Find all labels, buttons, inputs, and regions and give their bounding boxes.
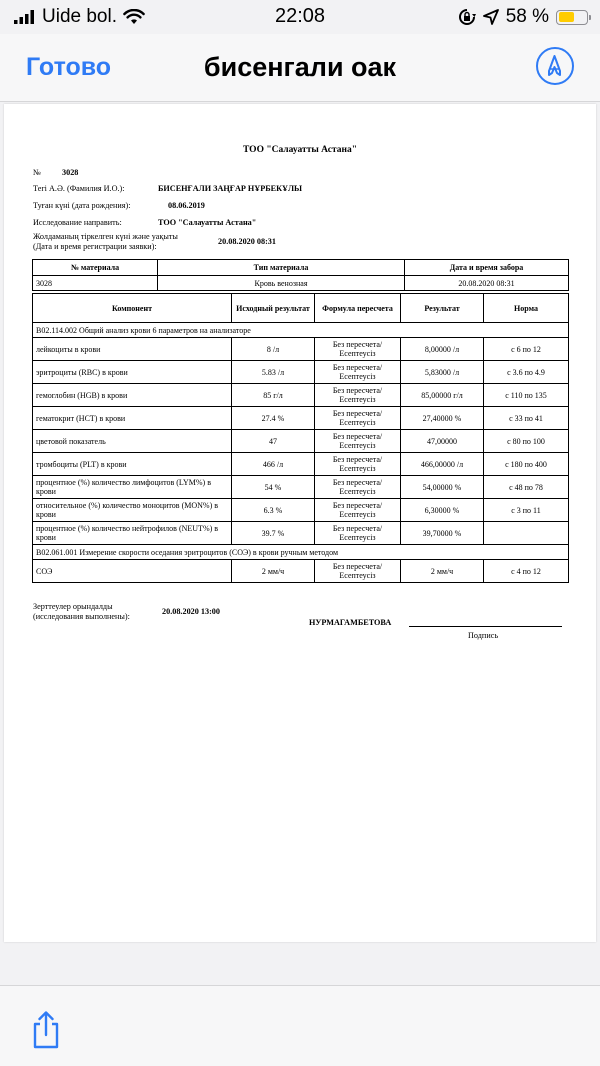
- completed-label-kz: Зерттеулер орындалды: [33, 602, 113, 611]
- formula: Без пересчета/ Есептеусіз: [315, 384, 401, 407]
- table-row: [33, 407, 569, 430]
- norm: с 3.6 по 4.9: [484, 361, 569, 384]
- formula: Без пересчета/ Есептеусіз: [315, 560, 401, 583]
- table-row: [33, 384, 569, 407]
- status-bar: [0, 0, 600, 34]
- initial-result: 6.3 %: [232, 499, 315, 522]
- material-row: [33, 276, 569, 291]
- result: 85,00000 г/л: [401, 384, 484, 407]
- initial-result: 2 мм/ч: [232, 560, 315, 583]
- component-name: относительное (%) количество моноцитов (MON%) в крови: [33, 499, 232, 522]
- navigation-bar: [0, 34, 600, 102]
- initial-result: 27.4 %: [232, 407, 315, 430]
- battery-percent: 58 %: [505, 6, 549, 27]
- markup-button[interactable]: [536, 47, 574, 85]
- results-header-row: [33, 294, 569, 323]
- formula: Без пересчета/ Есептеусіз: [315, 476, 401, 499]
- material-header-date: Дата и время забора: [405, 260, 569, 276]
- header-initial-result: Исходный результат: [232, 294, 315, 323]
- material-type: Кровь венозная: [158, 276, 405, 291]
- initial-result: 85 г/л: [232, 384, 315, 407]
- norm: с 110 по 135: [484, 384, 569, 407]
- registration-label-ru: (Дата и время регистрации заявки):: [33, 242, 157, 251]
- table-row: [33, 499, 569, 522]
- section-row: [33, 323, 569, 338]
- component-name: гемоглобин (HGB) в крови: [33, 384, 232, 407]
- initial-result: 5.83 /л: [232, 361, 315, 384]
- results-table: [32, 293, 569, 583]
- component-name: процентное (%) количество лимфоцитов (LYM%) в крови: [33, 476, 232, 499]
- sent-value: ТОО "Салауатты Астана": [158, 218, 257, 227]
- sent-label: Исследование направить:: [33, 218, 122, 227]
- result: 6,30000 %: [401, 499, 484, 522]
- name-label: Тегі А.Ә. (Фамилия И.О.):: [33, 184, 125, 193]
- norm: с 3 по 11: [484, 499, 569, 522]
- initial-result: 466 /л: [232, 453, 315, 476]
- material-header-number: № материала: [33, 260, 158, 276]
- formula: Без пересчета/ Есептеусіз: [315, 430, 401, 453]
- markup-icon: [538, 49, 571, 82]
- component-name: лейкоциты в крови: [33, 338, 232, 361]
- component-name: цветовой показатель: [33, 430, 232, 453]
- dob-value: 08.06.2019: [168, 201, 205, 210]
- norm: с 4 по 12: [484, 560, 569, 583]
- table-row: [33, 522, 569, 545]
- header-formula: Формула пересчета: [315, 294, 401, 323]
- table-row: [33, 361, 569, 384]
- bottom-toolbar: [0, 985, 600, 1066]
- table-row: [33, 560, 569, 583]
- table-row: [33, 476, 569, 499]
- registration-datetime: 20.08.2020 08:31: [218, 237, 276, 246]
- result: 2 мм/ч: [401, 560, 484, 583]
- signature-caption: Подпись: [468, 631, 499, 640]
- table-row: [33, 453, 569, 476]
- component-name: гематокрит (HCT) в крови: [33, 407, 232, 430]
- dob-label: Туған күні (дата рождения):: [33, 201, 131, 210]
- formula: Без пересчета/ Есептеусіз: [315, 361, 401, 384]
- material-table: [32, 259, 569, 291]
- carrier-name: Uide bol.: [42, 6, 117, 27]
- norm: с 48 по 78: [484, 476, 569, 499]
- section-title: В02.114.002 Общий анализ крови 6 параметров на анализаторе: [33, 323, 569, 338]
- material-number: 3028: [33, 276, 158, 291]
- header-result: Результат: [401, 294, 484, 323]
- formula: Без пересчета/ Есептеусіз: [315, 453, 401, 476]
- result: 5,83000 /л: [401, 361, 484, 384]
- section-title: В02.061.001 Измерение скорости оседания эритроцитов (СОЭ) в крови ручным методом: [33, 545, 569, 560]
- table-row: [33, 430, 569, 453]
- clock: 22:08: [274, 5, 326, 27]
- component-name: СОЭ: [33, 560, 232, 583]
- norm: с 180 по 400: [484, 453, 569, 476]
- status-right-group: [458, 6, 588, 28]
- completed-label-ru: (исследования выполнены):: [33, 612, 130, 621]
- organization-header: ТОО "Салауатты Астана": [242, 145, 358, 155]
- header-component: Компонент: [33, 294, 232, 323]
- document-title: бисенгали оак: [203, 52, 397, 82]
- share-icon: [30, 1010, 62, 1050]
- done-button[interactable]: Готово: [26, 53, 112, 81]
- initial-result: 8 /л: [232, 338, 315, 361]
- signature-line: [409, 626, 562, 627]
- result: 54,00000 %: [401, 476, 484, 499]
- formula: Без пересчета/ Есептеусіз: [315, 499, 401, 522]
- number-value: 3028: [62, 168, 79, 177]
- location-icon: [483, 9, 499, 25]
- component-name: процентное (%) количество нейтрофилов (NEUT%) в крови: [33, 522, 232, 545]
- orientation-lock-icon: [458, 8, 476, 26]
- formula: Без пересчета/ Есептеусіз: [315, 522, 401, 545]
- share-button[interactable]: [30, 1010, 62, 1050]
- document-page: [4, 104, 596, 942]
- number-label: №: [33, 168, 41, 177]
- norm: с 6 по 12: [484, 338, 569, 361]
- material-date: 20.08.2020 08:31: [405, 276, 569, 291]
- patient-name: БИСЕНҒАЛИ ЗАҢҒАР НҰРБЕКҰЛЫ: [158, 184, 303, 193]
- header-norm: Норма: [484, 294, 569, 323]
- initial-result: 54 %: [232, 476, 315, 499]
- formula: Без пересчета/ Есептеусіз: [315, 338, 401, 361]
- result: 27,40000 %: [401, 407, 484, 430]
- result: 39,70000 %: [401, 522, 484, 545]
- result: 8,00000 /л: [401, 338, 484, 361]
- initial-result: 47: [232, 430, 315, 453]
- result: 466,00000 /л: [401, 453, 484, 476]
- registration-label-kz: Жолдаманың тіркелген күні және уақыты: [33, 232, 178, 241]
- table-row: [33, 338, 569, 361]
- initial-result: 39.7 %: [232, 522, 315, 545]
- material-header-row: [33, 260, 569, 276]
- norm: с 33 по 41: [484, 407, 569, 430]
- section-row: [33, 545, 569, 560]
- norm: [484, 522, 569, 545]
- norm: с 80 по 100: [484, 430, 569, 453]
- signer-name: НУРМАГАМБЕТОВА: [309, 618, 392, 627]
- material-header-type: Тип материала: [158, 260, 405, 276]
- component-name: эритроциты (RBC) в крови: [33, 361, 232, 384]
- result: 47,00000: [401, 430, 484, 453]
- battery-icon: [556, 10, 588, 25]
- component-name: тромбоциты (PLT) в крови: [33, 453, 232, 476]
- formula: Без пересчета/ Есептеусіз: [315, 407, 401, 430]
- completed-datetime: 20.08.2020 13:00: [162, 607, 220, 616]
